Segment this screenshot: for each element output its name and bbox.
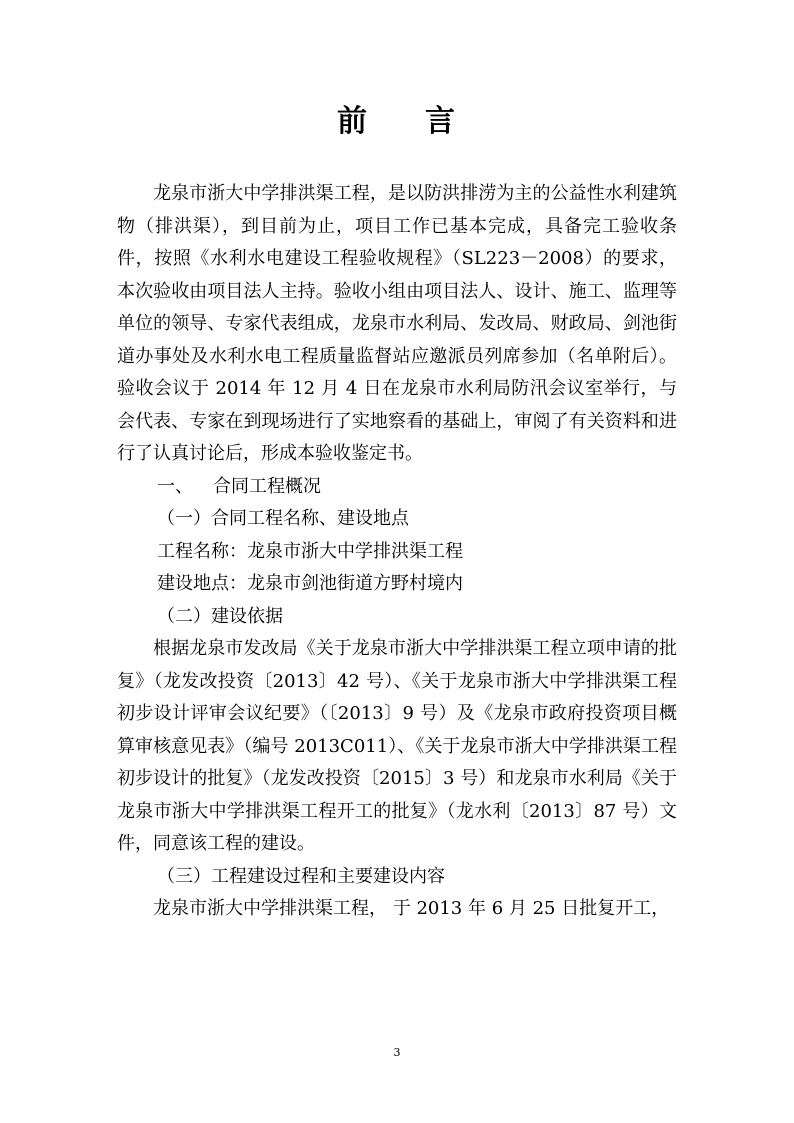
section-heading-contract-overview [117,471,677,504]
project-name-line: 工程名称：龙泉市浙大中学排洪渠工程 [157,540,463,562]
subsection-heading-basis: （二）建设依据 [157,605,283,627]
subsection-heading-name-location: （一）合同工程名称、建设地点 [157,508,409,529]
intro-paragraph: 龙泉市浙大中学排洪渠工程，是以防洪排涝为主的公益性水利建筑物（排洪渠），到目前为止，项目工作已基本完成，具备完工验收条件，按照《水利水电建设工程验收规程》（SL223－2008）的要求，本次验收由项目法人主持。验收小组由项目法人、设计、施工、监理等单位的领导、专家代表组成，龙泉市水利局、发改局、财政局、剑池街道办事处及水利水电工程质量监督站应邀派员列席参加（名单附后）。验收会议于 2014 年 12 月 4 日在龙泉市水利局防汛会议室举行，与会代表、专家在到现场进行了实地察看的基础上，审阅了有关资料和进行了认真讨论后，形成本验收鉴定书。 [117,183,677,464]
document-body [117,178,677,926]
subsection-heading-process: （三）工程建设过程和主要建设内容 [157,865,445,887]
section-title: 合同工程概况 [213,475,321,497]
process-paragraph: 龙泉市浙大中学排洪渠工程， 于 2013 年 6 月 25 日批复开工， [153,898,670,919]
basis-paragraph: 根据龙泉市发改局《关于龙泉市浙大中学排洪渠工程立项申请的批复》（龙发改投资〔2013〕42 号）、《关于龙泉市浙大中学排洪渠工程初步设计评审会议纪要》（〔2013〕9 号）及《龙泉市政府投资项目概算审核意见表》（编号 2013C011）、《关于龙泉市浙大中学排洪渠工程初步设计的批复》（龙发改投资〔2015〕3 号）和龙泉市水利局《关于龙泉市浙大中学排洪渠工程开工的批复》（龙水利〔2013〕87 号）文件，同意该工程的建设。 [117,638,677,854]
section-number: 一、 [157,475,193,497]
page-number: 3 [393,1046,401,1059]
project-location-line: 建设地点：龙泉市剑池街道方野村境内 [157,573,463,594]
title-char-1: 前 [337,104,369,139]
page-title [0,96,794,140]
title-char-2: 言 [425,104,457,139]
